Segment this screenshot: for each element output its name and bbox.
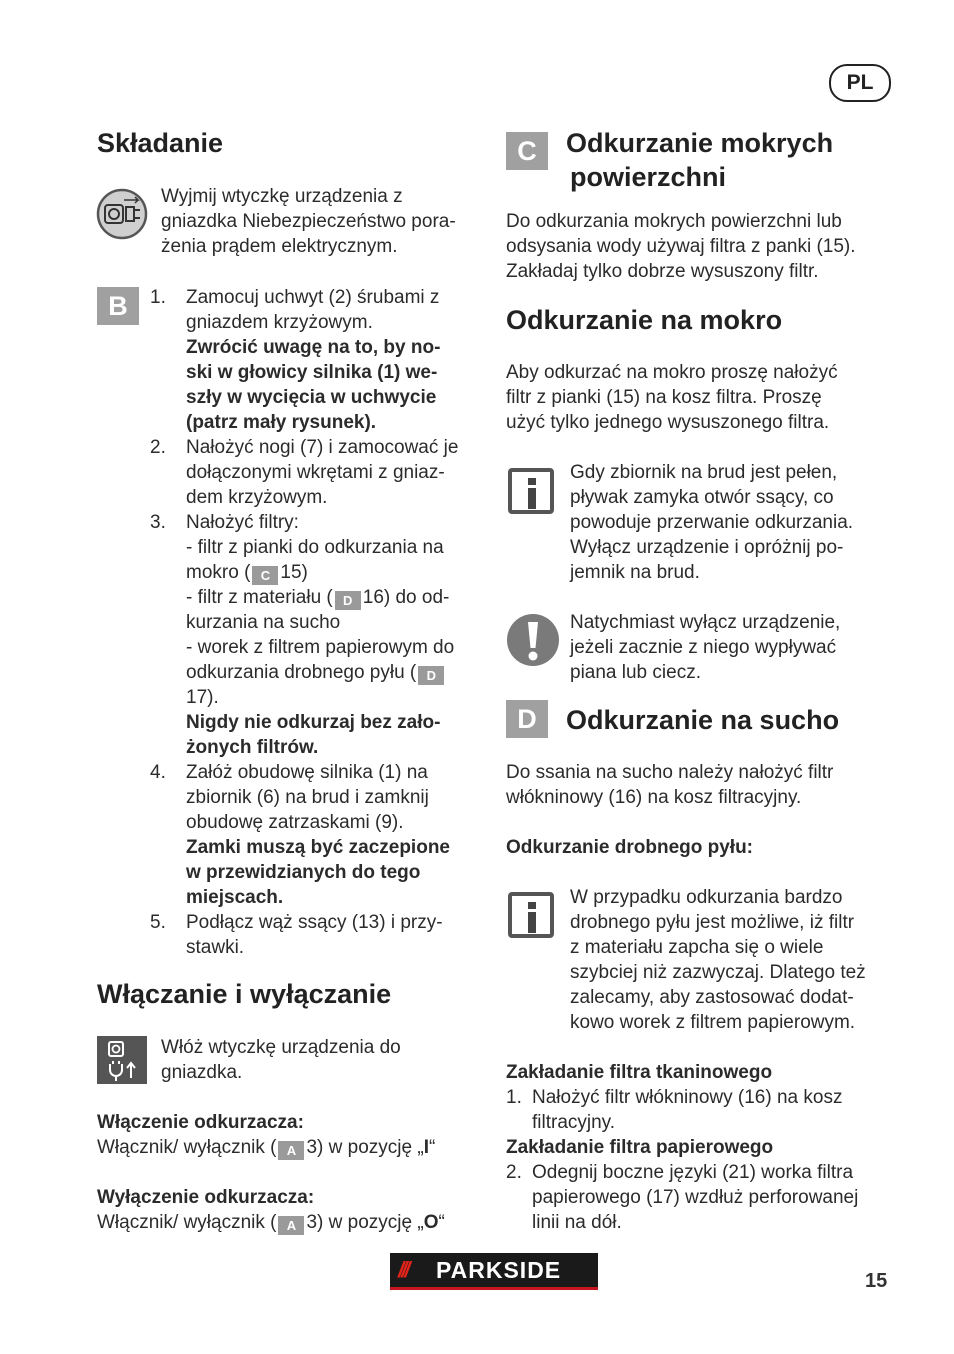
- parkside-logo: [390, 1253, 598, 1290]
- plug-in-icon: [97, 1036, 147, 1084]
- unplug-icon: [96, 188, 148, 240]
- body-line: odsysania wody używaj filtra z panki (15).: [506, 236, 856, 257]
- filter-text: 15): [280, 562, 308, 583]
- step-line: filtracyjny.: [532, 1112, 616, 1133]
- plug-in-text: [161, 1035, 401, 1085]
- filter-line: - worek z filtrem papierowym do: [186, 637, 455, 658]
- ref-box-a: A: [278, 1216, 304, 1235]
- switch-text: Włącznik/ wyłącznik (: [97, 1137, 277, 1158]
- step-line-bold: ski w głowicy silnika (1) we-: [186, 362, 438, 383]
- note-line: jeżeli zacznie z niego wypływać: [570, 637, 837, 658]
- body-line: użyć tylko jednego wysuszonego filtra.: [506, 412, 830, 433]
- switch-position: I: [423, 1137, 429, 1158]
- ref-box-a: A: [278, 1141, 304, 1160]
- sucho-body: [506, 760, 906, 810]
- switch-text: 3) w pozycję „: [306, 1212, 424, 1233]
- cloth-step: [506, 1085, 906, 1135]
- step-line: Nałożyć nogi (7) i zamocować je: [186, 437, 459, 458]
- step-line: Zamocuj uchwyt (2) śrubami z: [186, 287, 440, 308]
- unplug-line: żenia prądem elektrycznym.: [161, 236, 398, 257]
- section-letter-c: C: [506, 132, 548, 170]
- step-number: 4.: [150, 762, 166, 783]
- note-line: piana lub ciecz.: [570, 662, 701, 683]
- note-line: Natychmiast wyłącz urządzenie,: [570, 612, 841, 633]
- unplug-line: Wyjmij wtyczkę urządzenia z: [161, 186, 403, 207]
- switch-text: Włącznik/ wyłącznik (: [97, 1212, 277, 1233]
- heading-skladanie: Składanie: [97, 128, 224, 158]
- switch-text: 3) w pozycję „: [306, 1137, 424, 1158]
- logo-text: PARKSIDE: [436, 1257, 562, 1283]
- switch-on-line: [97, 1135, 487, 1160]
- step-text: [532, 1085, 902, 1135]
- step-line-bold: Zamki muszą być zaczepione: [186, 837, 450, 858]
- step-text: [532, 1160, 902, 1235]
- body-line: filtr z pianki (15) na kosz filtra. Proszę: [506, 387, 822, 408]
- step-line-bold: miejscach.: [186, 887, 284, 908]
- step-line: stawki.: [186, 937, 245, 958]
- step-2: [186, 435, 486, 510]
- switch-off-heading: Wyłączenie odkurzacza:: [97, 1187, 315, 1208]
- assembly-steps: [150, 285, 490, 965]
- step-number: 1.: [150, 287, 166, 308]
- step-line: zbiornik (6) na brud i zamknij: [186, 787, 429, 808]
- step-number: 5.: [150, 912, 166, 933]
- step-line: papierowego (17) wzdłuż perforowanej: [532, 1187, 859, 1208]
- filter-text: 16) do od-: [362, 587, 450, 608]
- switch-off-line: [97, 1210, 487, 1235]
- unplug-line: gniazdka Niebezpieczeństwo pora-: [161, 211, 456, 232]
- body-line: Do odkurzania mokrych powierzchni lub: [506, 211, 842, 232]
- filter-install-steps: [506, 1060, 906, 1240]
- step-line: Podłącz wąż ssący (13) i przy-: [186, 912, 443, 933]
- filter-warning: Nigdy nie odkurzaj bez zało-: [186, 712, 441, 733]
- note-line: szybciej niż zazwyczaj. Dlatego też: [570, 962, 866, 983]
- step-line: obudowę zatrzaskami (9).: [186, 812, 404, 833]
- mokro-body: [506, 360, 906, 435]
- ref-box-d: D: [335, 591, 361, 610]
- step-line: dem krzyżowym.: [186, 487, 328, 508]
- step-number: 3.: [150, 512, 166, 533]
- paper-step: [506, 1160, 906, 1235]
- step-line: linii na dół.: [532, 1212, 622, 1233]
- language-badge: PL: [829, 64, 891, 102]
- step-number: 2.: [150, 437, 166, 458]
- filter-text: odkurzania drobnego pyłu (: [186, 662, 417, 683]
- info-note-fine-dust: [570, 885, 910, 1035]
- body-line: Zakładaj tylko dobrze wysuszony filtr.: [506, 261, 819, 282]
- plug-line: Włóż wtyczkę urządzenia do: [161, 1037, 401, 1058]
- step-line: Nałożyć filtr włókninowy (16) na kosz: [532, 1087, 843, 1108]
- step-line: Odegnij boczne języki (21) worka filtra: [532, 1162, 854, 1183]
- plug-line: gniazdka.: [161, 1062, 243, 1083]
- step-line-bold: Zwrócić uwagę na to, by no-: [186, 337, 441, 358]
- filter-line: [186, 660, 486, 685]
- note-line: powoduje przerwanie odkurzania.: [570, 512, 854, 533]
- ref-box-c: C: [252, 566, 278, 585]
- heading-mokre-line1: Odkurzanie mokrych: [566, 128, 834, 158]
- warning-note: [570, 610, 910, 685]
- note-line: z materiału zapcha się o wiele: [570, 937, 824, 958]
- note-line: W przypadku odkurzania bardzo: [570, 887, 843, 908]
- step-line: dołączonymi wkrętami z gniaz-: [186, 462, 445, 483]
- body-line: Aby odkurzać na mokro proszę nałożyć: [506, 362, 838, 383]
- step-line: Nałożyć filtry:: [186, 512, 299, 533]
- warning-icon: [506, 613, 560, 667]
- filter-line: [186, 560, 486, 585]
- heading-mokro: Odkurzanie na mokro: [506, 305, 783, 335]
- heading-mokre-line2: powierzchni: [570, 162, 727, 192]
- unplug-text: [161, 184, 456, 259]
- switch-position: O: [423, 1212, 439, 1233]
- note-line: drobnego pyłu jest możliwe, iż filtr: [570, 912, 855, 933]
- note-line: pływak zamyka otwór ssący, co: [570, 487, 834, 508]
- step-line: Załóż obudowę silnika (1) na: [186, 762, 428, 783]
- cloth-filter-heading: Zakładanie filtra tkaninowego: [506, 1062, 773, 1083]
- note-line: zalecamy, aby zastosować dodat-: [570, 987, 854, 1008]
- step-number: 2.: [506, 1162, 522, 1183]
- fine-dust-heading: Odkurzanie drobnego pyłu:: [506, 837, 754, 858]
- note-line: Wyłącz urządzenie i opróżnij po-: [570, 537, 844, 558]
- filter-text: mokro (: [186, 562, 251, 583]
- mokre-body: [506, 209, 906, 284]
- step-4: [186, 760, 486, 910]
- step-line-bold: w przewidzianych do tego: [186, 862, 421, 883]
- step-line: gniazdem krzyżowym.: [186, 312, 373, 333]
- switch-instructions: [97, 1110, 487, 1235]
- logo-stripes: ///: [398, 1257, 408, 1282]
- switch-on-heading: Włączenie odkurzacza:: [97, 1112, 304, 1133]
- step-3: [186, 510, 486, 760]
- switch-text: “: [428, 1137, 436, 1158]
- step-5: [186, 910, 486, 960]
- filter-line: 17).: [186, 687, 219, 708]
- body-line: Do ssania na sucho należy nałożyć filtr: [506, 762, 834, 783]
- heading-wlaczanie: Włączanie i wyłączanie: [97, 979, 392, 1009]
- info-note-float: [570, 460, 910, 585]
- switch-text: “: [438, 1212, 445, 1233]
- section-letter-b: B: [97, 287, 139, 325]
- ref-box-d: D: [418, 666, 444, 685]
- paper-filter-heading: Zakładanie filtra papierowego: [506, 1137, 774, 1158]
- filter-line: [186, 585, 486, 610]
- step-line-bold: szły w wycięcia w uchwycie: [186, 387, 437, 408]
- body-line: włókninowy (16) na kosz filtracyjny.: [506, 787, 802, 808]
- info-icon: [508, 468, 554, 514]
- filter-warning: żonych filtrów.: [186, 737, 319, 758]
- filter-text: - filtr z materiału (: [186, 587, 333, 608]
- note-line: jemnik na brud.: [570, 562, 700, 583]
- note-line: Gdy zbiornik na brud jest pełen,: [570, 462, 838, 483]
- info-icon: [508, 892, 554, 938]
- section-letter-d: D: [506, 700, 548, 738]
- heading-sucho: Odkurzanie na sucho: [566, 705, 840, 735]
- page-number: 15: [865, 1270, 888, 1292]
- step-1: [186, 285, 486, 435]
- step-line-bold: (patrz mały rysunek).: [186, 412, 377, 433]
- filter-line: - filtr z pianki do odkurzania na: [186, 537, 444, 558]
- step-number: 1.: [506, 1087, 522, 1108]
- filter-line: kurzania na sucho: [186, 612, 341, 633]
- note-line: kowo worek z filtrem papierowym.: [570, 1012, 856, 1033]
